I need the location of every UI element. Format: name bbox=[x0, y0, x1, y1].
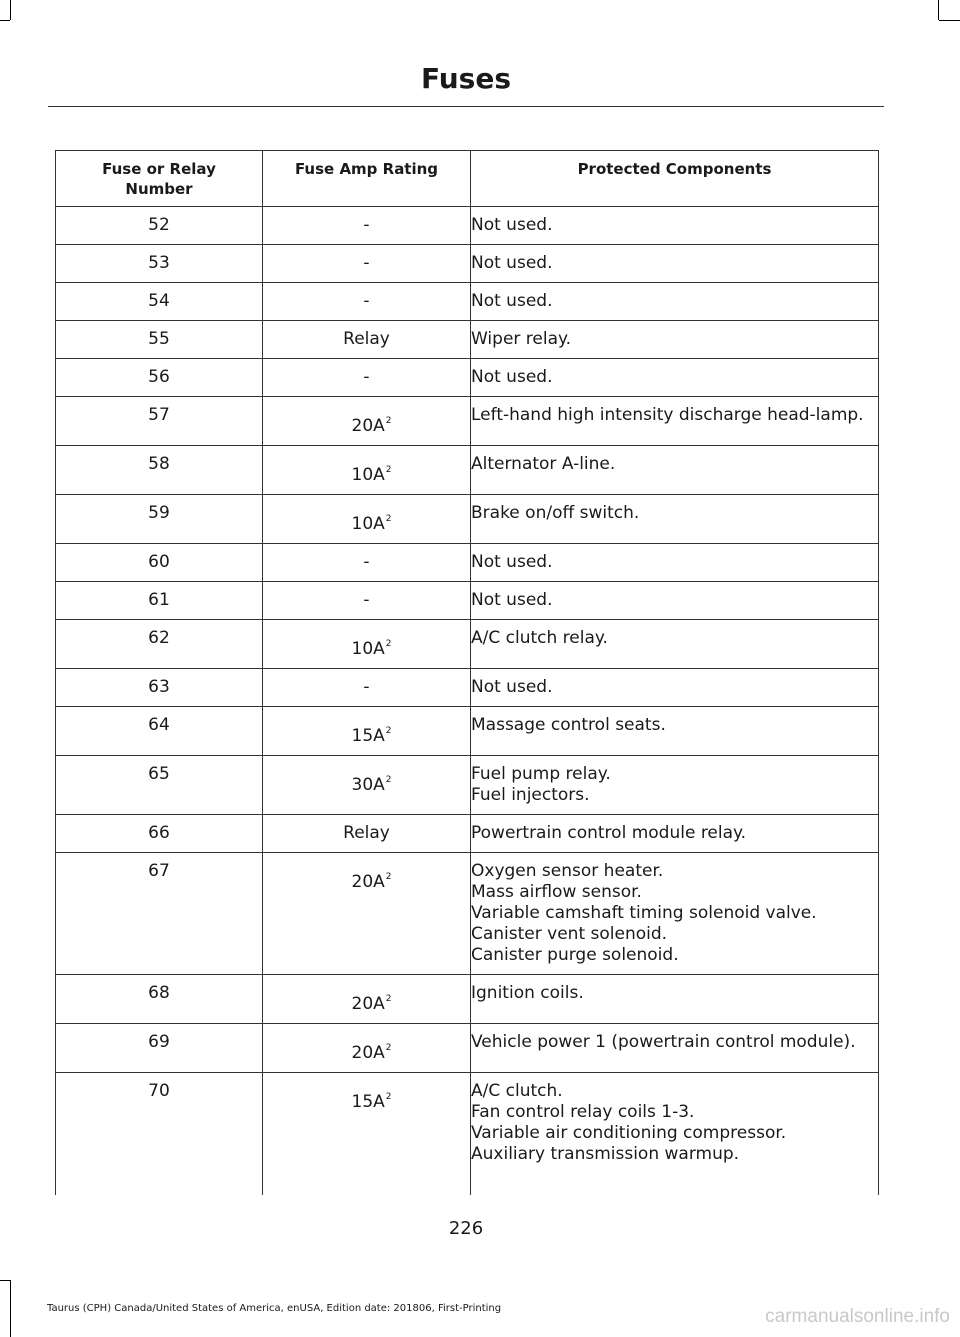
table-row bbox=[56, 1073, 879, 1196]
table-row bbox=[56, 397, 879, 446]
amp-rating-cell bbox=[263, 707, 471, 756]
component-line: Vehicle power 1 (powertrain control module). bbox=[471, 1032, 856, 1052]
protected-components-cell bbox=[471, 1024, 879, 1073]
table-row bbox=[56, 815, 879, 853]
component-line: Left-hand high intensity discharge head-lamp. bbox=[471, 405, 864, 425]
fuse-number-cell: 61 bbox=[56, 582, 263, 620]
amp-rating-value: - bbox=[363, 677, 370, 697]
amp-rating-value: - bbox=[363, 552, 370, 572]
protected-components-cell bbox=[471, 207, 879, 245]
component-line: Not used. bbox=[471, 291, 553, 311]
protected-components-cell bbox=[471, 397, 879, 446]
fuse-number-cell: 62 bbox=[56, 620, 263, 669]
amp-rating-value: - bbox=[363, 590, 370, 610]
amp-rating-value: 20A bbox=[351, 872, 385, 892]
table-row bbox=[56, 707, 879, 756]
footnote-marker: 2 bbox=[385, 775, 392, 785]
footnote-marker: 2 bbox=[385, 514, 392, 524]
table-row bbox=[56, 669, 879, 707]
fuse-number-cell: 70 bbox=[56, 1073, 263, 1196]
protected-components-cell bbox=[471, 853, 879, 975]
protected-components-cell bbox=[471, 620, 879, 669]
amp-rating-value: 20A bbox=[351, 994, 385, 1014]
footnote-marker: 2 bbox=[385, 639, 392, 649]
page-number: 226 bbox=[448, 1218, 484, 1239]
amp-rating-value: - bbox=[363, 253, 370, 273]
table-row bbox=[56, 495, 879, 544]
amp-rating-value: Relay bbox=[343, 329, 390, 349]
fuse-number-cell: 59 bbox=[56, 495, 263, 544]
fuse-table bbox=[55, 150, 879, 1195]
amp-rating-cell bbox=[263, 620, 471, 669]
amp-rating-cell bbox=[263, 495, 471, 544]
protected-components-cell bbox=[471, 544, 879, 582]
amp-rating-value: Relay bbox=[343, 823, 390, 843]
footnote-marker: 2 bbox=[385, 872, 392, 882]
footnote-marker: 2 bbox=[385, 416, 392, 426]
fuse-number-cell: 54 bbox=[56, 283, 263, 321]
protected-components-cell bbox=[471, 975, 879, 1024]
component-line: Canister vent solenoid. bbox=[471, 924, 668, 944]
component-line: Oxygen sensor heater. bbox=[471, 861, 664, 881]
amp-rating-value: 10A bbox=[351, 514, 385, 534]
component-line: Alternator A-line. bbox=[471, 454, 616, 474]
protected-components-cell bbox=[471, 707, 879, 756]
footnote-marker: 2 bbox=[385, 1043, 392, 1053]
fuse-number-cell: 60 bbox=[56, 544, 263, 582]
amp-rating-value: 10A bbox=[351, 639, 385, 659]
title-divider bbox=[48, 106, 884, 107]
protected-components-cell bbox=[471, 321, 879, 359]
amp-rating-cell bbox=[263, 815, 471, 853]
table-row bbox=[56, 620, 879, 669]
header-protected-components: Protected Components bbox=[471, 151, 879, 207]
amp-rating-value: 20A bbox=[351, 1043, 385, 1063]
amp-rating-cell bbox=[263, 446, 471, 495]
amp-rating-cell bbox=[263, 582, 471, 620]
amp-rating-value: 15A bbox=[351, 726, 385, 746]
fuse-number-cell: 58 bbox=[56, 446, 263, 495]
table-header-row bbox=[56, 151, 879, 207]
crop-mark bbox=[938, 0, 939, 20]
amp-rating-cell bbox=[263, 756, 471, 815]
amp-rating-cell bbox=[263, 975, 471, 1024]
component-line: Variable air conditioning compressor. bbox=[471, 1123, 787, 1143]
protected-components-cell bbox=[471, 756, 879, 815]
protected-components-cell bbox=[471, 495, 879, 544]
fuse-number-cell: 66 bbox=[56, 815, 263, 853]
footer-edition-text: Taurus (CPH) Canada/United States of America, enUSA, Edition date: 201806, First-Printing bbox=[47, 1303, 502, 1314]
amp-rating-cell bbox=[263, 283, 471, 321]
table-row bbox=[56, 446, 879, 495]
header-amp-rating: Fuse Amp Rating bbox=[263, 151, 471, 207]
component-line: Auxiliary transmission warmup. bbox=[471, 1144, 740, 1164]
table-row bbox=[56, 975, 879, 1024]
fuse-number-cell: 68 bbox=[56, 975, 263, 1024]
table-row bbox=[56, 283, 879, 321]
protected-components-cell bbox=[471, 283, 879, 321]
component-line: Canister purge solenoid. bbox=[471, 945, 679, 965]
component-line: Not used. bbox=[471, 552, 553, 572]
footnote-marker: 2 bbox=[385, 994, 392, 1004]
table-row bbox=[56, 756, 879, 815]
amp-rating-value: - bbox=[363, 215, 370, 235]
amp-rating-cell bbox=[263, 207, 471, 245]
protected-components-cell bbox=[471, 1073, 879, 1196]
component-line: Not used. bbox=[471, 677, 553, 697]
component-line: A/C clutch relay. bbox=[471, 628, 608, 648]
component-line: Mass airflow sensor. bbox=[471, 882, 642, 902]
component-line: Fan control relay coils 1-3. bbox=[471, 1102, 695, 1122]
crop-mark bbox=[939, 20, 960, 21]
amp-rating-cell bbox=[263, 359, 471, 397]
component-line: Variable camshaft timing solenoid valve. bbox=[471, 903, 817, 923]
fuse-number-cell: 53 bbox=[56, 245, 263, 283]
component-line: Fuel injectors. bbox=[471, 785, 590, 805]
page-title: Fuses bbox=[421, 62, 511, 95]
protected-components-cell bbox=[471, 582, 879, 620]
amp-rating-value: 30A bbox=[351, 775, 385, 795]
protected-components-cell bbox=[471, 245, 879, 283]
fuse-number-cell: 56 bbox=[56, 359, 263, 397]
header-fuse-number: Fuse or Relay Number bbox=[56, 151, 263, 207]
protected-components-cell bbox=[471, 359, 879, 397]
table-row bbox=[56, 853, 879, 975]
table-row bbox=[56, 544, 879, 582]
component-line: Powertrain control module relay. bbox=[471, 823, 747, 843]
amp-rating-cell bbox=[263, 853, 471, 975]
amp-rating-value: - bbox=[363, 367, 370, 387]
fuse-number-cell: 69 bbox=[56, 1024, 263, 1073]
footnote-marker: 2 bbox=[385, 1092, 392, 1102]
table-row bbox=[56, 359, 879, 397]
component-line: Brake on/off switch. bbox=[471, 503, 640, 523]
amp-rating-value: 10A bbox=[351, 465, 385, 485]
amp-rating-cell bbox=[263, 1024, 471, 1073]
footnote-marker: 2 bbox=[385, 726, 392, 736]
component-line: Not used. bbox=[471, 215, 553, 235]
amp-rating-cell bbox=[263, 1073, 471, 1196]
fuse-number-cell: 67 bbox=[56, 853, 263, 975]
fuse-number-cell: 65 bbox=[56, 756, 263, 815]
component-line: Not used. bbox=[471, 253, 553, 273]
crop-mark bbox=[0, 1280, 10, 1281]
table-row bbox=[56, 1024, 879, 1073]
table-row bbox=[56, 207, 879, 245]
crop-mark bbox=[0, 20, 10, 21]
fuse-number-cell: 63 bbox=[56, 669, 263, 707]
fuse-number-cell: 64 bbox=[56, 707, 263, 756]
amp-rating-cell bbox=[263, 245, 471, 283]
fuse-number-cell: 57 bbox=[56, 397, 263, 446]
table-row bbox=[56, 321, 879, 359]
component-line: Not used. bbox=[471, 590, 553, 610]
amp-rating-cell bbox=[263, 321, 471, 359]
amp-rating-value: 15A bbox=[351, 1092, 385, 1112]
protected-components-cell bbox=[471, 815, 879, 853]
component-line: Wiper relay. bbox=[471, 329, 572, 349]
amp-rating-cell bbox=[263, 397, 471, 446]
protected-components-cell bbox=[471, 446, 879, 495]
amp-rating-value: 20A bbox=[351, 416, 385, 436]
fuse-number-cell: 55 bbox=[56, 321, 263, 359]
fuse-number-cell: 52 bbox=[56, 207, 263, 245]
crop-mark bbox=[10, 1280, 11, 1337]
footnote-marker: 2 bbox=[385, 465, 392, 475]
component-line: A/C clutch. bbox=[471, 1081, 563, 1101]
watermark: carmanualsonline.info bbox=[765, 1306, 950, 1327]
protected-components-cell bbox=[471, 669, 879, 707]
table-row bbox=[56, 582, 879, 620]
component-line: Fuel pump relay. bbox=[471, 764, 611, 784]
amp-rating-cell bbox=[263, 669, 471, 707]
amp-rating-cell bbox=[263, 544, 471, 582]
crop-mark bbox=[10, 0, 11, 20]
component-line: Massage control seats. bbox=[471, 715, 666, 735]
amp-rating-value: - bbox=[363, 291, 370, 311]
component-line: Ignition coils. bbox=[471, 983, 584, 1003]
component-line: Not used. bbox=[471, 367, 553, 387]
table-row bbox=[56, 245, 879, 283]
